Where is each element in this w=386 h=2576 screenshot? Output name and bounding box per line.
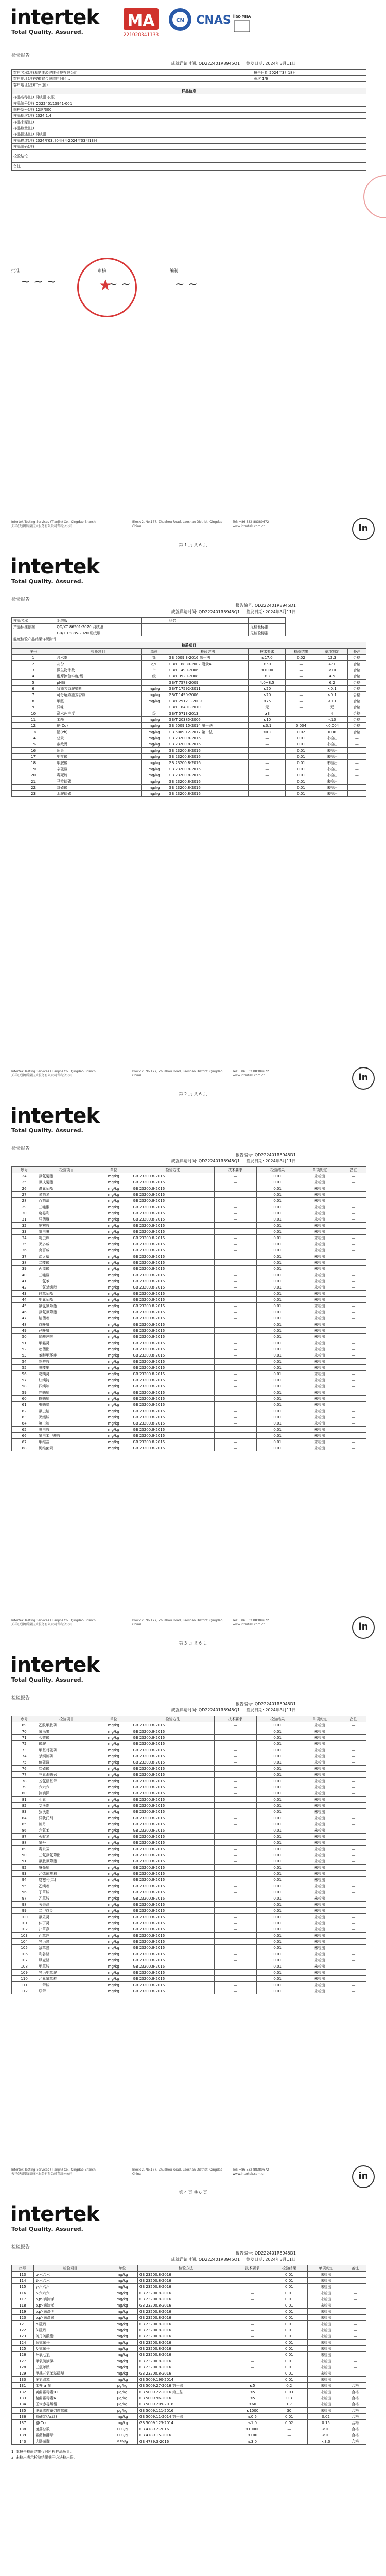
table-row: 119 p,p'-滴滴伊 mg/kg GB 23200.8-2016 — 0.01 未检出 —	[12, 2309, 366, 2315]
table-row: 10 耐水色牢度 级 GB/T 5713-2013 ≥3 — 4 合格	[12, 710, 366, 717]
table-row: 5 pH值 GB/T 7573-2009 4.0~8.5 — 6.2 合格	[12, 680, 366, 686]
table-row: 107 绿麦隆 mg/kg GB 23200.8-2016 — 0.01 未检出 —	[12, 1957, 366, 1963]
in-logo-icon: in	[352, 2165, 375, 2188]
table-row: 42 三氯杀螨醇 mg/kg GB 23200.8-2016 — 0.01 未检出 —	[12, 1284, 366, 1291]
table-row: 98 莠去津 mg/kg GB 23200.8-2016 — 0.01 未检出 —	[12, 1902, 366, 1908]
table-row: 73 甲基对硫磷 mg/kg GB 23200.8-2016 — 0.01 未检出 —	[12, 1747, 366, 1753]
table-row: 45 氟氯氰菊酯 mg/kg GB 23200.8-2016 — 0.01 未检出 —	[12, 1303, 366, 1309]
brand-name: intertek	[10, 1653, 100, 1677]
brand-name: intertek	[10, 555, 100, 579]
brand-tagline: Total Quality. Assured.	[11, 1127, 83, 1134]
table-row: 117 o,p'-滴滴涕 mg/kg GB 23200.8-2016 — 0.01 未检出 —	[12, 2296, 366, 2302]
table-row: 120 p,p'-滴滴滴 mg/kg GB 23200.8-2016 — 0.01 未检出 —	[12, 2315, 366, 2321]
table-row: 106 利谷隆 mg/kg GB 23200.8-2016 — 0.01 未检出 —	[12, 1951, 366, 1957]
table-row: 58 四螨嗪 mg/kg GB 23200.8-2016 — 0.01 未检出 —	[12, 1383, 366, 1389]
ref-line: 报告编号: QD222401R8945D1	[235, 1702, 296, 1706]
in-logo-icon: in	[352, 1616, 375, 1639]
table-row: 41 二氯苯 mg/kg GB 23200.8-2016 — 0.01 未检出 —	[12, 1278, 366, 1284]
table-row: 123 硫丹硫酸酯 mg/kg GB 23200.8-2016 — 0.01 未检出 —	[12, 2333, 366, 2340]
table-row: 12 镉(Cd) mg/kg GB 5009.15-2014 第一法 ≤0.1 0.004 <0.004 合格	[12, 723, 366, 729]
prepare-label: 编制	[170, 268, 178, 273]
table-row: 76 喹硫磷 mg/kg GB 23200.8-2016 — 0.01 未检出 —	[12, 1766, 366, 1772]
table-row: 29 三唑酮 mg/kg GB 23200.8-2016 — 0.01 未检出 —	[12, 1204, 366, 1210]
table-row: 49 己唑醇 mg/kg GB 23200.8-2016 — 0.01 未检出 —	[12, 1328, 366, 1334]
table-row: 40 三唑磷 mg/kg GB 23200.8-2016 — 0.01 未检出 —	[12, 1272, 366, 1278]
brand-tagline: Total Quality. Assured.	[11, 578, 83, 585]
brand-name: intertek	[10, 2202, 100, 2226]
table-row: 3 微生物计数 个 GB/T 1490-2006 ≤1000 — <10 合格	[12, 667, 366, 673]
table-row: 139 霉菌和酵母 CFU/g GB 4789.15-2016 ≤100 — <10 合格	[12, 2432, 366, 2438]
table-row: 86 六氯苯 mg/kg GB 23200.8-2016 — 0.01 未检出 —	[12, 1827, 366, 1834]
signature-prepare: ~ ~	[175, 278, 198, 291]
table-row: 72 磷胺 mg/kg GB 23200.8-2016 — 0.01 未检出 —	[12, 1741, 366, 1747]
table-row: 16 乐果 mg/kg GB 23200.8-2016 — 0.01 未检出 —	[12, 748, 366, 754]
table-row: 18 甲胺磷 mg/kg GB 23200.8-2016 — 0.01 未检出 —	[12, 760, 366, 766]
table-row: 39 丙溴磷 mg/kg GB 23200.8-2016 — 0.01 未检出 —	[12, 1266, 366, 1272]
table-row: 91 氟胺氰菊酯 mg/kg GB 23200.8-2016 — 0.01 未检出 —	[12, 1858, 366, 1865]
table-row: 101 仲丁灵 mg/kg GB 23200.8-2016 — 0.01 未检出 —	[12, 1920, 366, 1926]
table-row: 100 氟乐灵 mg/kg GB 23200.8-2016 — 0.01 未检出 —	[12, 1914, 366, 1920]
meta-row: 产品标准依据 QD/XC 86501-2020 羽绒服 见检验标准	[12, 624, 366, 630]
table-row: 14 总汞 mg/kg GB 23200.8-2016 — 0.01 未检出 —	[12, 735, 366, 741]
table-row: 128 五氯苯胺 mg/kg GB 23200.8-2016 — 0.01 未检出 —	[12, 2364, 366, 2370]
table-row: 8 甲醛 mg/kg GB/T 2912.1-2009 ≤75 — <0.1 合格	[12, 698, 366, 704]
table-row: 70 氧乐果 mg/kg GB 23200.8-2016 — 0.01 未检出 —	[12, 1728, 366, 1735]
table-row: 19 辛硫磷 mg/kg GB 23200.8-2016 — 0.01 未检出 —	[12, 766, 366, 772]
table-row: 9 异味 GB/T 18401-2010 无 — 无 合格	[12, 704, 366, 710]
table-header-row: 序号 检验项目 单位 检验方法 技术要求 检验结果 单项判定 备注	[12, 2265, 366, 2272]
table-row: 24 氯氰菊酯 mg/kg GB 23200.8-2016 — 0.01 未检出 —	[12, 1173, 366, 1179]
table-row: 130 多氯联苯 mg/kg GB 5009.190-2014 — 0.01 未检出 —	[12, 2377, 366, 2383]
table-row: 95 乙螨唑 mg/kg GB 23200.8-2016 — 0.01 未检出 —	[12, 1883, 366, 1889]
table-row: 126 环氧七氯 mg/kg GB 23200.8-2016 — 0.01 未检出 —	[12, 2352, 366, 2358]
svg-text:MA: MA	[127, 12, 155, 30]
table-row: 22 对硫磷 mg/kg GB 23200.8-2016 — 0.01 未检出 —	[12, 785, 366, 791]
report-page-1: intertek Total Quality. Assured. MA 221020341133 CN CNAS ilac-MRA 检验报告 成就详请时间: QD222401R8945Q1 签发日期: 2024年3月11日 客户名称(注)星纳康源健康科技有限公司 报告日期 2024年3月18日 客户地址(注)安徽省合肥市庐阳区… 页次 1/6 客户地址(注)广州(国) 样品信息 样品名称(注) 羽绒服 衣服 样品编号(注) QD2240113941-001 规格型号(注) 12款/300 样品批次(注) 2024.1.4 样品来源(注) 样品数量(注) 样品描述(注) 羽绒服 样品描述(注) 2024年03月04日至2024年03月13日 样品编码(注) 检验结论 备注 批准 审核 编制 ~ ~ ~ ~ ~ ~ ~ ★ Intertek Testing Services (Tianjin) Co., Qingdao Branch 天祥(天津)质量技术服务有限公司青岛分公司 Block 2, No.177, Zhuzhou Road, Laoshan District, Qingdao, China Tel: +86 532 88389672 www.intertek.com.cn in 第 1 页 共 6 页	[0, 0, 386, 549]
ref-line: 报告编号: QD222401R8945D1	[235, 603, 296, 608]
ref-line-2: 成就详请时间: QD222401R8945Q1 签发日期: 2024年3月11日	[171, 1708, 296, 1713]
test-results-table	[11, 1716, 366, 1994]
table-row: 127 甲氧滴滴涕 mg/kg GB 23200.8-2016 — 0.01 未检出 —	[12, 2358, 366, 2364]
table-row: 6 致癌芳香胺染料 mg/kg GB/T 17592-2011 ≤20 — <0.1 合格	[12, 686, 366, 692]
approve-label: 批准	[11, 268, 20, 273]
table-row: 55 噻嗪酮 mg/kg GB 23200.8-2016 — 0.01 未检出 —	[12, 1365, 366, 1371]
table-row: 46 氯氟氰菊酯 mg/kg GB 23200.8-2016 — 0.01 未检出 —	[12, 1309, 366, 1315]
table-row: 112 联苯 mg/kg GB 23200.8-2016 — 0.01 未检出 —	[12, 1988, 366, 1994]
in-logo-icon: in	[352, 518, 375, 540]
report-page-2: intertek Total Quality. Assured. 检验报告 报告编号: QD222401R8945D1 成就详请时间: QD222401R8945Q1 签发日期: 2024年3月11日 Intertek Testing Services (Tianjin) Co., Qingdao Branch 天祥(天津)质量技术服务有限公司青岛分公司 Block 2, No.177, Zhuzhou Road, Laoshan District, Qingdao, China Tel: +86 532 88389672 www.intertek.com.cn in 第 2 页 共 6 页 样品名称 羽绒服 品名 产品标准依据 QD/XC 86501-2020 羽绒服 见检验标准 GB/T 18885-2020 羽绒服 见检验标准 温度检验产品结果详见附件 检验项目 序号 检验项目 单位 检验方法 技术要求 检验结果 单项判定 备注 1 含水率 % GB 5009.3-2016 第一法 ≤17.0 0.02 12.3 合格 2 灰份 g/L GB/T 18830-2002 附录A ≥50 — 471 合格 3 微生物计数 个 GB/T 1490-2006 ≤1000 — <10 合格 4 耐摩擦色牢度/级 级 GB/T 3920-2008 ≥3 — 4-5 合格 5 pH值 GB/T 7573-2009 4.0~8.5 — 6.2 合格 6 致癌芳香胺染料 mg/kg GB/T 17592-2011 ≤20 — <0.1 合格 7 可分解致癌芳香胺 mg/kg GB/T 1490-2006 ≤20 — <0.1 合格 8 甲醛 mg/kg GB/T 2912.1-2009 ≤75 — <0.1 合格 9 异味 GB/T 18401-2010 无 — 无 合格 10 耐水色牢度 级 GB/T 5713-2013 ≥3 — 4 合格 11 苯酚 mg/kg GB/T 20385-2006 ≤10 — <10 合格 12 镉(Cd) mg/kg GB 5009.15-2014 第一法 ≤0.1 0.004 <0.004 合格 13 铅(Pb) mg/kg GB 5009.12-2017 第一法 ≤0.2 0.02 0.06 合格 14 总汞 mg/kg GB 23200.8-2016 — 0.01 未检出 — 15 敌敌畏 mg/kg GB 23200.8-2016 — 0.01 未检出 — 16 乐果 mg/kg GB 23200.8-2016 — 0.01 未检出 — 17 甲拌磷 mg/kg GB 23200.8-2016 — 0.01 未检出 — 18 甲胺磷 mg/kg GB 23200.8-2016 — 0.01 未检出 — 19 辛硫磷 mg/kg GB 23200.8-2016 — 0.01 未检出 — 20 毒死蜱 mg/kg GB 23200.8-2016 — 0.01 未检出 — 21 马拉硫磷 mg/kg GB 23200.8-2016 — 0.01 未检出 — 22 对硫磷 mg/kg GB 23200.8-2016 — 0.01 未检出 — 23 水胺硫磷 mg/kg GB 23200.8-2016 — 0.01 未检出 —	[0, 549, 386, 1098]
table-row: 63 灭蝇胺 mg/kg GB 23200.8-2016 — 0.01 未检出 —	[12, 1414, 366, 1420]
table-row: 138 菌落总数 CFU/g GB 4789.2-2016 ≤10000 — <10 合格	[12, 2426, 366, 2432]
table-row: 30 腐霉利 mg/kg GB 23200.8-2016 — 0.01 未检出 —	[12, 1210, 366, 1216]
stamp-star-icon: ★	[99, 277, 112, 294]
review-label: 审核	[98, 268, 106, 273]
table-row: 113 α-六六六 mg/kg GB 23200.8-2016 — 0.01 未检出 —	[12, 2272, 366, 2278]
report-label: 检验报告	[11, 53, 30, 58]
ref-line: 成就详请时间: QD222401R8945Q1 签发日期: 2024年3月11日	[171, 61, 296, 66]
table-row: 109 异丙甲草胺 mg/kg GB 23200.8-2016 — 0.01 未检出 —	[12, 1970, 366, 1976]
table-row: 44 甲氰菊酯 mg/kg GB 23200.8-2016 — 0.01 未检出 —	[12, 1297, 366, 1303]
table-row: 7 可分解致癌芳香胺 mg/kg GB/T 1490-2006 ≤20 — <0.1 合格	[12, 692, 366, 698]
page-number: 第 3 页 共 6 页	[179, 1641, 207, 1646]
table-row: 134 玉米赤霉烯酮 μg/kg GB 5009.209-2016 ≤60 1.7 未检出 合格	[12, 2401, 366, 2408]
cnas-badge-icon	[169, 8, 231, 31]
table-row: 35 灭多威 mg/kg GB 23200.8-2016 — 0.01 未检出 —	[12, 1241, 366, 1247]
signature-review: ~ ~	[108, 278, 131, 291]
table-row: 136 总砷(以As计) mg/kg GB 5009.11-2014 第一法 ≤0.5 0.01 0.02 合格	[12, 2414, 366, 2420]
report-label: 检验报告	[11, 2245, 30, 2250]
table-row: 105 敌草隆 mg/kg GB 23200.8-2016 — 0.01 未检出 —	[12, 1945, 366, 1951]
table-row: 69 乙酰甲胺磷 mg/kg GB 23200.8-2016 — 0.01 未检出 —	[12, 1722, 366, 1728]
ma-badge-icon	[124, 8, 159, 38]
report-page-4: intertek Total Quality. Assured. 检验报告 报告编号: QD222401R8945D1 成就详请时间: QD222401R8945Q1 签发日期: 2024年3月11日 Intertek Testing Services (Tianjin) Co., Qingdao Branch 天祥(天津)质量技术服务有限公司青岛分公司 Block 2, No.177, Zhuzhou Road, Laoshan District, Qingdao, China Tel: +86 532 88389672 www.intertek.com.cn in 第 4 页 共 6 页 序号 检验项目 单位 检验方法 技术要求 检验结果 单项判定 备注 69 乙酰甲胺磷 mg/kg GB 23200.8-2016 — 0.01 未检出 — 70 氧乐果 mg/kg GB 23200.8-2016 — 0.01 未检出 — 71 久效磷 mg/kg GB 23200.8-2016 — 0.01 未检出 — 72 磷胺 mg/kg GB 23200.8-2016 — 0.01 未检出 — 73 甲基对硫磷 mg/kg GB 23200.8-2016 — 0.01 未检出 — 74 杀螟硫磷 mg/kg GB 23200.8-2016 — 0.01 未检出 — 75 倍硫磷 mg/kg GB 23200.8-2016 — 0.01 未检出 — 76 喹硫磷 mg/kg GB 23200.8-2016 — 0.01 未检出 — 77 三氯杀螨砜 mg/kg GB 23200.8-2016 — 0.01 未检出 — 78 五氯硝基苯 mg/kg GB 23200.8-2016 — 0.01 未检出 — 79 六六六 mg/kg GB 23200.8-2016 — 0.01 未检出 — 80 滴滴涕 mg/kg GB 23200.8-2016 — 0.01 未检出 — 81 七氯 mg/kg GB 23200.8-2016 — 0.01 未检出 — 82 艾氏剂 mg/kg GB 23200.8-2016 — 0.01 未检出 — 83 狄氏剂 mg/kg GB 23200.8-2016 — 0.01 未检出 — 84 异狄氏剂 mg/kg GB 23200.8-2016 — 0.01 未检出 — 85 硫丹 mg/kg GB 23200.8-2016 — 0.01 未检出 — 86 六氯苯 mg/kg GB 23200.8-2016 — 0.01 未检出 — 87 灭蚁灵 mg/kg GB 23200.8-2016 — 0.01 未检出 — 88 氯丹 mg/kg GB 23200.8-2016 — 0.01 未检出 — 89 毒杀芬 mg/kg GB 23200.8-2016 — 0.01 未检出 — 90 三氟氯氰菊酯 mg/kg GB 23200.8-2016 — 0.01 未检出 — 91 氟胺氰菊酯 mg/kg GB 23200.8-2016 — 0.01 未检出 — 92 醚菊酯 mg/kg GB 23200.8-2016 — 0.01 未检出 — 93 乙烯菌核利 mg/kg GB 23200.8-2016 — 0.01 未检出 — 94 腐霉利(二) mg/kg GB 23200.8-2016 — 0.01 未检出 — 95 乙螨唑 mg/kg GB 23200.8-2016 — 0.01 未检出 — 96 丁草胺 mg/kg GB 23200.8-2016 — 0.01 未检出 — 97 乙草胺 mg/kg GB 23200.8-2016 — 0.01 未检出 — 98 莠去津 mg/kg GB 23200.8-2016 — 0.01 未检出 — 99 二甲戊灵 mg/kg GB 23200.8-2016 — 0.01 未检出 — 100 氟乐灵 mg/kg GB 23200.8-2016 — 0.01 未检出 — 101 仲丁灵 mg/kg GB 23200.8-2016 — 0.01 未检出 — 102 扑草净 mg/kg GB 23200.8-2016 — 0.01 未检出 — 103 西草净 mg/kg GB 23200.8-2016 — 0.01 未检出 — 104 异丙隆 mg/kg GB 23200.8-2016 — 0.01 未检出 — 105 敌草隆 mg/kg GB 23200.8-2016 — 0.01 未检出 — 106 利谷隆 mg/kg GB 23200.8-2016 — 0.01 未检出 — 107 绿麦隆 mg/kg GB 23200.8-2016 — 0.01 未检出 — 108 甲草胺 mg/kg GB 23200.8-2016 — 0.01 未检出 — 109 异丙甲草胺 mg/kg GB 23200.8-2016 — 0.01 未检出 — 110 乙氧氟草醚 mg/kg GB 23200.8-2016 — 0.01 未检出 — 111 二苯胺 mg/kg GB 23200.8-2016 — 0.01 未检出 — 112 联苯 mg/kg GB 23200.8-2016 — 0.01 未检出 —	[0, 1648, 386, 2196]
table-row: 122 β-硫丹 mg/kg GB 23200.8-2016 — 0.01 未检出 —	[12, 2327, 366, 2333]
table-row: 125 反式氯丹 mg/kg GB 23200.8-2016 — 0.01 未检出 —	[12, 2346, 366, 2352]
table-row: 93 乙烯菌核利 mg/kg GB 23200.8-2016 — 0.01 未检出 —	[12, 1871, 366, 1877]
table-row: 4 耐摩擦色牢度/级 级 GB/T 3920-2008 ≥3 — 4-5 合格	[12, 673, 366, 680]
table-row: 48 戊唑醇 mg/kg GB 23200.8-2016 — 0.01 未检出 —	[12, 1321, 366, 1328]
table-row: 37 涕灭威 mg/kg GB 23200.8-2016 — 0.01 未检出 —	[12, 1253, 366, 1260]
in-logo-icon: in	[352, 1067, 375, 1090]
notes: 1. 本报告检验结果仅对所检样品负责。 2. 未检出表示检验结果低于方法检出限。	[11, 2450, 77, 2460]
intertek-logo	[10, 1106, 99, 1134]
test-results-table	[11, 2265, 366, 2445]
signature-approve: ~ ~ ~	[21, 276, 57, 289]
table-row: 13 铅(Pb) mg/kg GB 5009.12-2017 第一法 ≤0.2 0.02 0.06 合格	[12, 729, 366, 735]
table-row: 47 腈菌唑 mg/kg GB 23200.8-2016 — 0.01 未检出 —	[12, 1315, 366, 1321]
brand-tagline: Total Quality. Assured.	[11, 1676, 83, 1683]
client-info-table: 客户名称(注)星纳康源健康科技有限公司 报告日期 2024年3月18日 客户地址(注)安徽省合肥市庐阳区… 页次 1/6 客户地址(注)广州(国) 样品信息 样品名称(注) 羽绒服 衣服 样品编号(注) QD2240113941-001 规格型号(注) 12款/300 样品批次(注) 2024.1.4 样品来源(注) 样品数量(注) 样品描述(注) 羽绒服 样品描述(注) 2024年03月04日至2024年03月13日 样品编码(注) 检验结论 备注	[11, 69, 366, 171]
table-row: 137 铬(Cr) mg/kg GB 5009.123-2014 ≤1.0 0.02 0.15 合格	[12, 2420, 366, 2426]
table-row: 59 唑螨酯 mg/kg GB 23200.8-2016 — 0.01 未检出 —	[12, 1389, 366, 1396]
table-header-row: 序号 检验项目 单位 检验方法 技术要求 检验结果 单项判定 备注	[12, 649, 366, 655]
table-row: 96 丁草胺 mg/kg GB 23200.8-2016 — 0.01 未检出 —	[12, 1889, 366, 1895]
brand-tagline: Total Quality. Assured.	[11, 2226, 83, 2232]
report-label: 检验报告	[11, 1146, 30, 1151]
table-row: 99 二甲戊灵 mg/kg GB 23200.8-2016 — 0.01 未检出 —	[12, 1908, 366, 1914]
table-row: 83 狄氏剂 mg/kg GB 23200.8-2016 — 0.01 未检出 —	[12, 1809, 366, 1815]
table-row: 65 噻虫胺 mg/kg GB 23200.8-2016 — 0.01 未检出 —	[12, 1427, 366, 1433]
table-row: 97 乙草胺 mg/kg GB 23200.8-2016 — 0.01 未检出 —	[12, 1895, 366, 1902]
ref-line: 报告编号: QD222401R8945D1	[235, 2251, 296, 2256]
table-row: 132 黄曲霉毒素B1 μg/kg GB 5009.22-2016 第三法 ≤5 0.03 未检出 合格	[12, 2389, 366, 2395]
table-row: 23 水胺硫磷 mg/kg GB 23200.8-2016 — 0.01 未检出 —	[12, 791, 366, 797]
table-row: 27 多菌灵 mg/kg GB 23200.8-2016 — 0.01 未检出 —	[12, 1192, 366, 1198]
table-row: 108 甲草胺 mg/kg GB 23200.8-2016 — 0.01 未检出 —	[12, 1963, 366, 1970]
ref-line: 报告编号: QD222401R8945D1	[235, 1153, 296, 1157]
table-row: 1 含水率 % GB 5009.3-2016 第一法 ≤17.0 0.02 12.3 合格	[12, 655, 366, 661]
table-row: 36 克百威 mg/kg GB 23200.8-2016 — 0.01 未检出 —	[12, 1247, 366, 1253]
svg-text:CN: CN	[176, 18, 184, 23]
report-label: 检验报告	[11, 1696, 30, 1701]
page-number: 第 1 页 共 6 页	[179, 543, 207, 547]
table-row: 140 大肠菌群 MPN/g GB 4789.3-2016 ≤3.0 — <3.0 合格	[12, 2438, 366, 2445]
table-row: 54 咪鲜胺 mg/kg GB 23200.8-2016 — 0.01 未检出 —	[12, 1359, 366, 1365]
table-row: 84 异狄氏剂 mg/kg GB 23200.8-2016 — 0.01 未检出 —	[12, 1815, 366, 1821]
table-row: 51 甲霜灵 mg/kg GB 23200.8-2016 — 0.01 未检出 —	[12, 1340, 366, 1346]
table-row: 121 α-硫丹 mg/kg GB 23200.8-2016 — 0.01 未检出 —	[12, 2321, 366, 2327]
table-row: 53 苯醚甲环唑 mg/kg GB 23200.8-2016 — 0.01 未检出 —	[12, 1352, 366, 1359]
table-row: 89 毒杀芬 mg/kg GB 23200.8-2016 — 0.01 未检出 —	[12, 1846, 366, 1852]
table-row: 33 吡虫啉 mg/kg GB 23200.8-2016 — 0.01 未检出 —	[12, 1229, 366, 1235]
table-row: 15 敌敌畏 mg/kg GB 23200.8-2016 — 0.01 未检出 —	[12, 741, 366, 748]
report-label: 检验报告	[11, 597, 30, 602]
table-row: 64 噻虫嗪 mg/kg GB 23200.8-2016 — 0.01 未检出 —	[12, 1420, 366, 1427]
table-row: 80 滴滴涕 mg/kg GB 23200.8-2016 — 0.01 未检出 —	[12, 1790, 366, 1797]
table-row: 32 嘧霉胺 mg/kg GB 23200.8-2016 — 0.01 未检出 —	[12, 1223, 366, 1229]
table-row: 87 灭蚁灵 mg/kg GB 23200.8-2016 — 0.01 未检出 —	[12, 1834, 366, 1840]
table-row: 66 氯虫苯甲酰胺 mg/kg GB 23200.8-2016 — 0.01 未检出 —	[12, 1433, 366, 1439]
intertek-logo	[10, 1655, 99, 1683]
svg-text:221020341133: 221020341133	[124, 32, 159, 38]
table-row: 52 嘧菌酯 mg/kg GB 23200.8-2016 — 0.01 未检出 —	[12, 1346, 366, 1352]
table-row: 26 溴氰菊酯 mg/kg GB 23200.8-2016 — 0.01 未检出 —	[12, 1185, 366, 1192]
svg-text:ilac-MRA: ilac-MRA	[233, 14, 251, 19]
table-header-row: 序号 检验项目 单位 检验方法 技术要求 检验结果 单项判定 备注	[12, 1716, 366, 1722]
table-row: 92 醚菊酯 mg/kg GB 23200.8-2016 — 0.01 未检出 —	[12, 1865, 366, 1871]
table-row: 110 乙氧氟草醚 mg/kg GB 23200.8-2016 — 0.01 未检出 —	[12, 1976, 366, 1982]
svg-text:CNAS: CNAS	[196, 14, 231, 27]
table-row: 82 艾氏剂 mg/kg GB 23200.8-2016 — 0.01 未检出 —	[12, 1803, 366, 1809]
brand-tagline: Total Quality. Assured.	[11, 29, 83, 36]
test-results-table: 样品名称 羽绒服 品名 产品标准依据 QD/XC 86501-2020 羽绒服 见检验标准 GB/T 18885-2020 羽绒服 见检验标准 温度检验产品结果详见附件 检验项目 序号 检验项目 单位 检验方法 技术要求 检验结果 单项判定 备注 1 含水率 % GB 5009.3-2016 第一法 ≤17.0 0.02 12.3 合格 2 灰份 g/L GB/T 18830-2002 附录A ≥50 — 471 合格 3 微生物计数 个 GB/T 1490-2006 ≤1000 — <10 合格 4 耐摩擦色牢度/级 级 GB/T 3920-2008 ≥3 — 4-5 合格 5 pH值 GB/T 7573-2009 4.0~8.5 — 6.2 合格 6 致癌芳香胺染料 mg/kg GB/T 17592-2011 ≤20 — <0.1 合格 7 可分解致癌芳香胺 mg/kg GB/T 1490-2006 ≤20 — <0.1 合格 8 甲醛 mg/kg GB/T 2912.1-2009 ≤75 — <0.1 合格 9 异味 GB/T 18401-2010 无 — 无 合格 10 耐水色牢度 级 GB/T 5713-2013 ≥3 — 4 合格 11 苯酚 mg/kg GB/T 20385-2006 ≤10 — <10 合格 12 镉(Cd) mg/kg GB 5009.15-2014 第一法 ≤0.1 0.004 <0.004 合格 13 铅(Pb) mg/kg GB 5009.12-2017 第一法 ≤0.2 0.02 0.06 合格 14 总汞 mg/kg GB 23200.8-2016 — 0.01 未检出 — 15 敌敌畏 mg/kg GB 23200.8-2016 — 0.01 未检出 — 16 乐果 mg/kg GB 23200.8-2016 — 0.01 未检出 — 17 甲拌磷 mg/kg GB 23200.8-2016 — 0.01 未检出 — 18 甲胺磷 mg/kg GB 23200.8-2016 — 0.01 未检出 — 19 辛硫磷 mg/kg GB 23200.8-2016 — 0.01 未检出 — 20 毒死蜱 mg/kg GB 23200.8-2016 — 0.01 未检出 — 21 马拉硫磷 mg/kg GB 23200.8-2016 — 0.01 未检出 — 22 对硫磷 mg/kg GB 23200.8-2016 — 0.01 未检出 — 23 水胺硫磷 mg/kg GB 23200.8-2016 — 0.01 未检出 —	[11, 617, 366, 797]
brand-name: intertek	[10, 1104, 100, 1128]
side-seal-icon	[363, 175, 386, 218]
table-row: 31 异菌脲 mg/kg GB 23200.8-2016 — 0.01 未检出 —	[12, 1216, 366, 1223]
table-row: 116 δ-六六六 mg/kg GB 23200.8-2016 — 0.01 未检出 —	[12, 2290, 366, 2296]
table-row: 81 七氯 mg/kg GB 23200.8-2016 — 0.01 未检出 —	[12, 1797, 366, 1803]
table-row: 133 赭曲霉毒素A μg/kg GB 5009.96-2016 ≤5 0.3 未检出 合格	[12, 2395, 366, 2401]
ref-line-2: 成就详请时间: QD222401R8945Q1 签发日期: 2024年3月11日	[171, 1159, 296, 1163]
table-row: 88 氯丹 mg/kg GB 23200.8-2016 — 0.01 未检出 —	[12, 1840, 366, 1846]
table-row: 25 氰戊菊酯 mg/kg GB 23200.8-2016 — 0.01 未检出 —	[12, 1179, 366, 1185]
table-row: 34 啶虫脒 mg/kg GB 23200.8-2016 — 0.01 未检出 —	[12, 1235, 366, 1241]
table-row: 60 螺螨酯 mg/kg GB 23200.8-2016 — 0.01 未检出 —	[12, 1396, 366, 1402]
report-page-3: intertek Total Quality. Assured. 检验报告 报告编号: QD222401R8945D1 成就详请时间: QD222401R8945Q1 签发日期: 2024年3月11日 Intertek Testing Services (Tianjin) Co., Qingdao Branch 天祥(天津)质量技术服务有限公司青岛分公司 Block 2, No.177, Zhuzhou Road, Laoshan District, Qingdao, China Tel: +86 532 88389672 www.intertek.com.cn in 第 3 页 共 6 页 序号 检验项目 单位 检验方法 技术要求 检验结果 单项判定 备注 24 氯氰菊酯 mg/kg GB 23200.8-2016 — 0.01 未检出 — 25 氰戊菊酯 mg/kg GB 23200.8-2016 — 0.01 未检出 — 26 溴氰菊酯 mg/kg GB 23200.8-2016 — 0.01 未检出 — 27 多菌灵 mg/kg GB 23200.8-2016 — 0.01 未检出 — 28 百菌清 mg/kg GB 23200.8-2016 — 0.01 未检出 — 29 三唑酮 mg/kg GB 23200.8-2016 — 0.01 未检出 — 30 腐霉利 mg/kg GB 23200.8-2016 — 0.01 未检出 — 31 异菌脲 mg/kg GB 23200.8-2016 — 0.01 未检出 — 32 嘧霉胺 mg/kg GB 23200.8-2016 — 0.01 未检出 — 33 吡虫啉 mg/kg GB 23200.8-2016 — 0.01 未检出 — 34 啶虫脒 mg/kg GB 23200.8-2016 — 0.01 未检出 — 35 灭多威 mg/kg GB 23200.8-2016 — 0.01 未检出 — 36 克百威 mg/kg GB 23200.8-2016 — 0.01 未检出 — 37 涕灭威 mg/kg GB 23200.8-2016 — 0.01 未检出 — 38 二嗪磷 mg/kg GB 23200.8-2016 — 0.01 未检出 — 39 丙溴磷 mg/kg GB 23200.8-2016 — 0.01 未检出 — 40 三唑磷 mg/kg GB 23200.8-2016 — 0.01 未检出 — 41 二氯苯 mg/kg GB 23200.8-2016 — 0.01 未检出 — 42 三氯杀螨醇 mg/kg GB 23200.8-2016 — 0.01 未检出 — 43 联苯菊酯 mg/kg GB 23200.8-2016 — 0.01 未检出 — 44 甲氰菊酯 mg/kg GB 23200.8-2016 — 0.01 未检出 — 45 氟氯氰菊酯 mg/kg GB 23200.8-2016 — 0.01 未检出 — 46 氯氟氰菊酯 mg/kg GB 23200.8-2016 — 0.01 未检出 — 47 腈菌唑 mg/kg GB 23200.8-2016 — 0.01 未检出 — 48 戊唑醇 mg/kg GB 23200.8-2016 — 0.01 未检出 — 49 己唑醇 mg/kg GB 23200.8-2016 — 0.01 未检出 — 50 烯酰吗啉 mg/kg GB 23200.8-2016 — 0.01 未检出 — 51 甲霜灵 mg/kg GB 23200.8-2016 — 0.01 未检出 — 52 嘧菌酯 mg/kg GB 23200.8-2016 — 0.01 未检出 — 53 苯醚甲环唑 mg/kg GB 23200.8-2016 — 0.01 未检出 — 54 咪鲜胺 mg/kg GB 23200.8-2016 — 0.01 未检出 — 55 噻嗪酮 mg/kg GB 23200.8-2016 — 0.01 未检出 — 56 哒螨灵 mg/kg GB 23200.8-2016 — 0.01 未检出 — 57 炔螨特 mg/kg GB 23200.8-2016 — 0.01 未检出 — 58 四螨嗪 mg/kg GB 23200.8-2016 — 0.01 未检出 — 59 唑螨酯 mg/kg GB 23200.8-2016 — 0.01 未检出 — 60 螺螨酯 mg/kg GB 23200.8-2016 — 0.01 未检出 — 61 虫螨腈 mg/kg GB 23200.8-2016 — 0.01 未检出 — 62 氟虫腈 mg/kg GB 23200.8-2016 — 0.01 未检出 — 63 灭蝇胺 mg/kg GB 23200.8-2016 — 0.01 未检出 — 64 噻虫嗪 mg/kg GB 23200.8-2016 — 0.01 未检出 — 65 噻虫胺 mg/kg GB 23200.8-2016 — 0.01 未检出 — 66 氯虫苯甲酰胺 mg/kg GB 23200.8-2016 — 0.01 未检出 — 67 甲维盐 mg/kg GB 23200.8-2016 — 0.01 未检出 — 68 阿维菌素 mg/kg GB 23200.8-2016 — 0.01 未检出 —	[0, 1098, 386, 1647]
table-row: 85 硫丹 mg/kg GB 23200.8-2016 — 0.01 未检出 —	[12, 1821, 366, 1827]
table-row: 43 联苯菊酯 mg/kg GB 23200.8-2016 — 0.01 未检出 —	[12, 1291, 366, 1297]
table-row: 62 氟虫腈 mg/kg GB 23200.8-2016 — 0.01 未检出 —	[12, 1408, 366, 1414]
table-row: 20 毒死蜱 mg/kg GB 23200.8-2016 — 0.01 未检出 —	[12, 772, 366, 778]
intertek-logo	[10, 556, 99, 585]
brand-name: intertek	[10, 6, 100, 29]
table-row: 114 β-六六六 mg/kg GB 23200.8-2016 — 0.01 未检出 —	[12, 2278, 366, 2284]
table-row: 71 久效磷 mg/kg GB 23200.8-2016 — 0.01 未检出 —	[12, 1735, 366, 1741]
table-row: 111 二苯胺 mg/kg GB 23200.8-2016 — 0.01 未检出 —	[12, 1982, 366, 1988]
page-number: 第 4 页 共 6 页	[179, 2190, 207, 2195]
table-row: 38 二嗪磷 mg/kg GB 23200.8-2016 — 0.01 未检出 —	[12, 1260, 366, 1266]
accreditation-badges	[124, 5, 252, 41]
table-row: 28 百菌清 mg/kg GB 23200.8-2016 — 0.01 未检出 —	[12, 1198, 366, 1204]
table-row: 50 烯酰吗啉 mg/kg GB 23200.8-2016 — 0.01 未检出 —	[12, 1334, 366, 1340]
table-row: 21 马拉硫磷 mg/kg GB 23200.8-2016 — 0.01 未检出 —	[12, 778, 366, 785]
table-row: 90 三氟氯氰菊酯 mg/kg GB 23200.8-2016 — 0.01 未检出 —	[12, 1852, 366, 1858]
meta-row: GB/T 18885-2020 羽绒服 见检验标准	[12, 630, 366, 636]
table-row: 131 苯并[a]芘 μg/kg GB 5009.27-2016 第一法 ≤5 0.2 未检出 合格	[12, 2383, 366, 2389]
table-row: 74 杀螟硫磷 mg/kg GB 23200.8-2016 — 0.01 未检出 —	[12, 1753, 366, 1759]
table-row: 56 哒螨灵 mg/kg GB 23200.8-2016 — 0.01 未检出 —	[12, 1371, 366, 1377]
ilac-badge-icon	[233, 14, 251, 32]
table-row: 2 灰份 g/L GB/T 18830-2002 附录A ≥50 — 471 合格	[12, 661, 366, 667]
table-row: 118 p,p'-滴滴涕 mg/kg GB 23200.8-2016 — 0.01 未检出 —	[12, 2302, 366, 2309]
table-row: 129 甲基五氯苯基硫醚 mg/kg GB 23200.8-2016 — 0.01 未检出 —	[12, 2370, 366, 2377]
table-row: 17 甲拌磷 mg/kg GB 23200.8-2016 — 0.01 未检出 —	[12, 754, 366, 760]
table-row: 61 虫螨腈 mg/kg GB 23200.8-2016 — 0.01 未检出 —	[12, 1402, 366, 1408]
table-row: 102 扑草净 mg/kg GB 23200.8-2016 — 0.01 未检出 —	[12, 1926, 366, 1933]
intertek-logo	[10, 2204, 99, 2232]
table-row: 57 炔螨特 mg/kg GB 23200.8-2016 — 0.01 未检出 —	[12, 1377, 366, 1383]
table-row: 67 甲维盐 mg/kg GB 23200.8-2016 — 0.01 未检出 —	[12, 1439, 366, 1445]
report-page-5	[0, 2197, 386, 2576]
page-number: 第 2 页 共 6 页	[179, 1092, 207, 1096]
table-row: 104 异丙隆 mg/kg GB 23200.8-2016 — 0.01 未检出 —	[12, 1939, 366, 1945]
table-row: 79 六六六 mg/kg GB 23200.8-2016 — 0.01 未检出 —	[12, 1784, 366, 1790]
table-row: 11 苯酚 mg/kg GB/T 20385-2006 ≤10 — <10 合格	[12, 717, 366, 723]
ref-line-2: 成就详请时间: QD222401R8945Q1 签发日期: 2024年3月11日	[171, 609, 296, 614]
table-row: 103 西草净 mg/kg GB 23200.8-2016 — 0.01 未检出 —	[12, 1933, 366, 1939]
table-header-row: 序号 检验项目 单位 检验方法 技术要求 检验结果 单项判定 备注	[12, 1167, 366, 1173]
test-results-table	[11, 1166, 366, 1451]
table-row: 94 腐霉利(二) mg/kg GB 23200.8-2016 — 0.01 未检出 —	[12, 1877, 366, 1883]
table-row: 78 五氯硝基苯 mg/kg GB 23200.8-2016 — 0.01 未检出 —	[12, 1778, 366, 1784]
table-row: 124 顺式氯丹 mg/kg GB 23200.8-2016 — 0.01 未检出 —	[12, 2340, 366, 2346]
table-row: 68 阿维菌素 mg/kg GB 23200.8-2016 — 0.01 未检出 —	[12, 1445, 366, 1451]
table-row: 77 三氯杀螨砜 mg/kg GB 23200.8-2016 — 0.01 未检出 —	[12, 1772, 366, 1778]
meta-row: 样品名称 羽绒服 品名	[12, 618, 366, 624]
table-row: 75 倍硫磷 mg/kg GB 23200.8-2016 — 0.01 未检出 —	[12, 1759, 366, 1766]
ref-line-2: 成就详请时间: QD222401R8945Q1 签发日期: 2024年3月11日	[171, 2257, 296, 2262]
table-row: 135 脱氧雪腐镰刀菌烯醇 μg/kg GB 5009.111-2016 ≤1000 30 未检出 合格	[12, 2408, 366, 2414]
intertek-logo	[10, 7, 99, 36]
table-row: 115 γ-六六六 mg/kg GB 23200.8-2016 — 0.01 未检出 —	[12, 2284, 366, 2290]
